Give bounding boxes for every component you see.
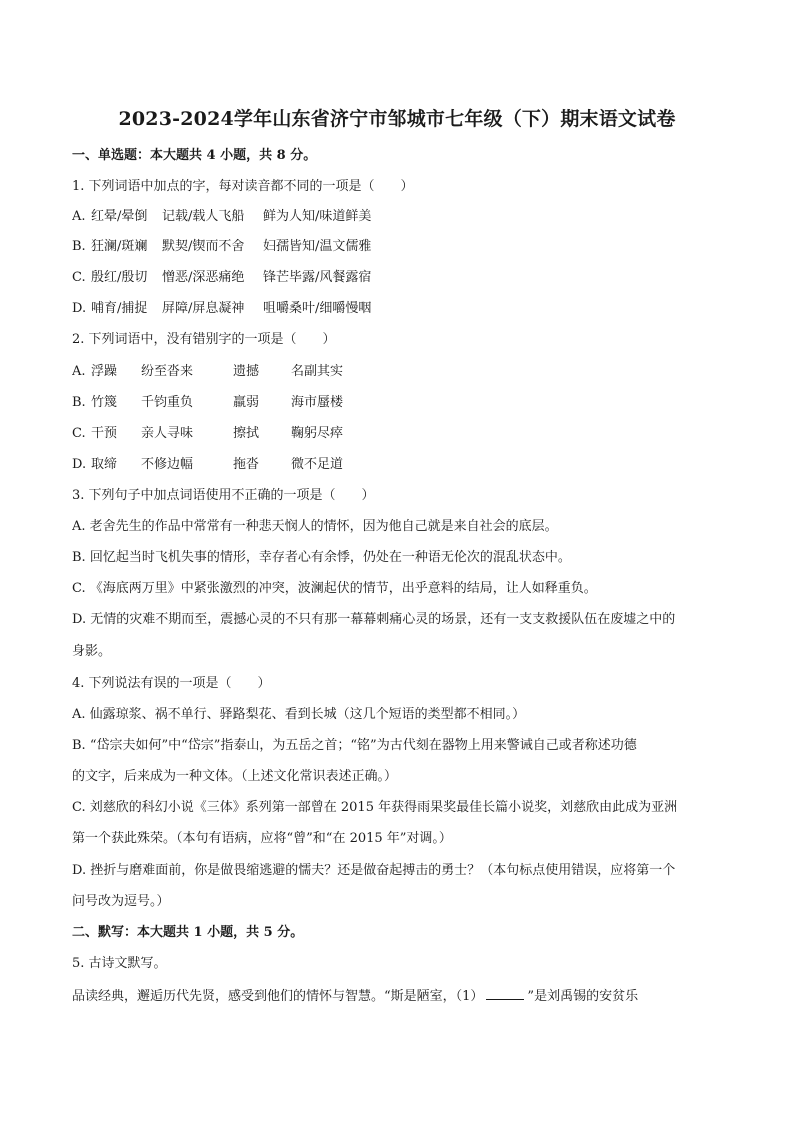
question-2-option-d: D. 取缔 不修边幅 拖沓 微不足道 <box>72 457 344 472</box>
question-4-stem: 4. 下列说法有误的一项是（ ） <box>72 676 271 691</box>
question-1-option-c: C. 殷红/殷切 憎恶/深恶痛绝 锋芒毕露/风餐露宿 <box>72 270 372 285</box>
question-2-stem: 2. 下列词语中，没有错别字的一项是（ ） <box>72 332 336 347</box>
question-4-option-d: D. 挫折与磨难面前，你是做畏缩逃避的懦夫？还是做奋起搏击的勇士？（本句标点使用错误，应将第一个 <box>72 863 676 878</box>
question-1-option-d: D. 哺育/捕捉 屏障/屏息凝神 咀嚼桑叶/细嚼慢咽 <box>72 301 372 316</box>
question-3-stem: 3. 下列句子中加点词语使用不正确的一项是（ ） <box>72 488 375 503</box>
question-1-stem: 1. 下列词语中加点的字，每对读音都不同的一项是（ ） <box>72 179 414 194</box>
question-3-option-d: D. 无情的灾难不期而至，震撼心灵的不只有那一幕幕刺痛心灵的场景，还有一支支救援队伍在废墟之中的 <box>72 612 676 627</box>
question-3-option-b: B. 回忆起当时飞机失事的情形，幸存者心有余悸，仍处在一种语无伦次的混乱状态中。 <box>72 550 571 565</box>
question-4-option-b: B. “岱宗夫如何”中“岱宗”指泰山，为五岳之首；“铭”为古代刻在器物上用来警诫自己或者称述功德 <box>72 738 637 753</box>
section-heading-1: 一、单选题：本大题共 4 小题，共 8 分。 <box>72 148 317 163</box>
question-5-stem: 5. 古诗文默写。 <box>72 956 167 971</box>
page-title: 2023-2024学年山东省济宁市邹城市七年级（下）期末语文试卷 <box>118 108 676 130</box>
question-4-option-d-cont: 问号改为逗号。） <box>72 894 170 909</box>
question-2-option-a: A. 浮躁 纷至沓来 遗撼 名副其实 <box>72 364 344 379</box>
question-2-option-c: C. 干预 亲人寻味 擦拭 鞠躬尽瘁 <box>72 426 344 441</box>
section-heading-2: 二、默写：本大题共 1 小题，共 5 分。 <box>72 925 304 940</box>
question-3-option-c: C. 《海底两万里》中紧张激烈的冲突，波澜起伏的情节，出乎意料的结局，让人如释重负。 <box>72 581 597 596</box>
question-5-text: 品读经典，邂逅历代先贤，感受到他们的情怀与智慧。“斯是陋室，（1） ”是刘禹锡的安贫乐 <box>72 989 639 1004</box>
question-1-option-a: A. 红晕/晕倒 记载/载人飞船 鲜为人知/味道鲜美 <box>72 209 372 224</box>
question-2-option-b: B. 竹篾 千钧重负 羸弱 海市蜃楼 <box>72 395 344 410</box>
question-3-option-a: A. 老舍先生的作品中常常有一种悲天悯人的情怀，因为他自己就是来自社会的底层。 <box>72 519 558 534</box>
question-1-option-b: B. 狂澜/斑斓 默契/锲而不舍 妇孺皆知/温文儒雅 <box>72 239 372 254</box>
question-4-option-a: A. 仙露琼浆、祸不单行、驿路梨花、看到长城（这几个短语的类型都不相同。） <box>72 707 526 722</box>
question-4-option-b-cont: 的文字，后来成为一种文体。（上述文化常识表述正确。） <box>72 769 398 784</box>
answer-blank-1[interactable] <box>486 987 524 1000</box>
question-3-option-d-cont: 身影。 <box>72 644 112 659</box>
question-4-option-c: C. 刘慈欣的科幻小说《三体》系列第一部曾在 2015 年获得雨果奖最佳长篇小说奖，刘慈欣由此成为亚洲 <box>72 800 678 815</box>
question-4-option-c-cont: 第一个获此殊荣。（本句有语病，应将“曾”和“在 2015 年”对调。） <box>72 831 452 846</box>
